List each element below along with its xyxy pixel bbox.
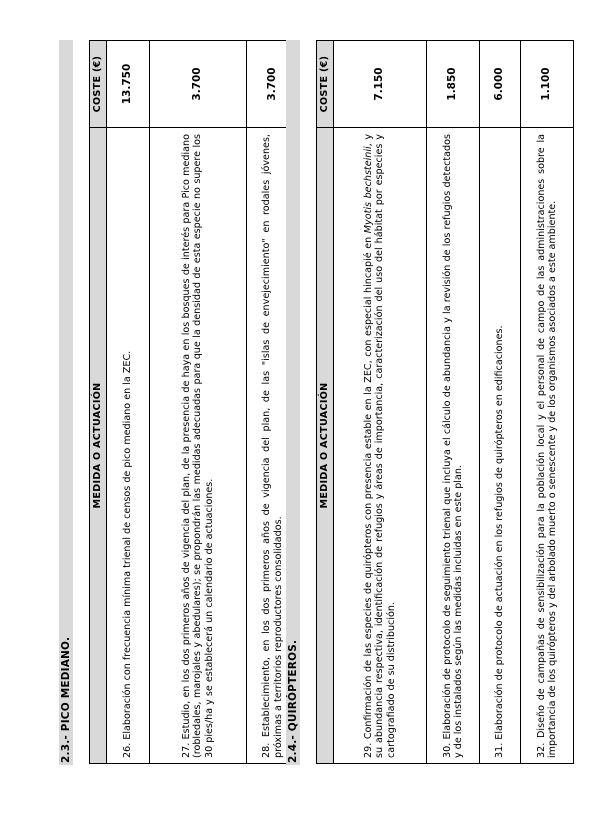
cost-column-header: COSTE (€) xyxy=(317,41,334,128)
table-row xyxy=(480,41,521,764)
section-title: 2.3.- PICO MEDIANO. xyxy=(59,40,73,765)
measures-table xyxy=(316,40,574,764)
table-row xyxy=(521,41,574,764)
table-header-row xyxy=(317,41,334,764)
table-row xyxy=(150,41,247,764)
measure-description: 27. Estudio, en los dos primeros años de vigencia del plan, de la presencia de haya en los bosques de interés para Pico mediano (robledales, marojales y abedulares); se propondrán las medidas adecuadas para que la densidad de esta especie no supere los 30 pies/ha y se establecerá un calendario de actuaciones. xyxy=(150,128,247,764)
measure-description: 26. Elaboración con frecuencia mínima trienal de censos de pico mediano en la ZEC. xyxy=(107,128,150,764)
measure-description: 32. Diseño de campañas de sensibilización para la población local y el personal de campo de las administraciones sobre la importancia de los quirópteros y del arbolado muerto o senescente y de los organismos asociados a este ambiente. xyxy=(521,128,574,764)
measure-description: 30. Elaboración de protocolo de seguimiento trienal que incluya el cálculo de abundancia y la revisión de los refugios detectados y de los instalados según las medidas incluidas en este plan. xyxy=(427,128,480,764)
measure-description: 28. Establecimiento, en los dos primeros años de vigencia del plan, de las "islas de envejecimiento" en rodales jóvenes, próximas a territorios reproductores consolidados. xyxy=(247,128,299,764)
measure-cost: 1.850 xyxy=(427,41,480,128)
table-row xyxy=(107,41,150,764)
measure-column-header: MEDIDA O ACTUACIÓN xyxy=(317,128,334,764)
measure-text-part: 29. Confirmación de las especies de quirópteros con presencia estable en la ZEC, con especial hincapié en xyxy=(362,233,374,758)
measure-cost: 7.150 xyxy=(334,41,427,128)
species-name: Myotis bechsteinii xyxy=(362,146,374,234)
cost-column-header: COSTE (€) xyxy=(90,41,107,128)
measure-description: 31. Elaboración de protocolo de actuación en los refugios de quirópteros en edificaciones. xyxy=(480,128,521,764)
measure-column-header: MEDIDA O ACTUACIÓN xyxy=(90,128,107,764)
measure-cost: 3.700 xyxy=(150,41,247,128)
measure-cost: 1.100 xyxy=(521,41,574,128)
table-header-row xyxy=(90,41,107,764)
measure-description xyxy=(334,128,427,764)
table-row xyxy=(334,41,427,764)
section-quiropteros xyxy=(286,40,574,765)
table-row xyxy=(427,41,480,764)
measure-cost: 13.750 xyxy=(107,41,150,128)
measure-cost: 3.700 xyxy=(247,41,299,128)
measures-table xyxy=(89,40,299,764)
measure-text-part: , y su abundancia respectiva, identificación de refugios y áreas de importancia, caracterización del uso del hábitat por especies y cartografiado de su distribución. xyxy=(362,134,397,758)
section-title: 2.4.- QUIRÓPTEROS. xyxy=(286,40,300,765)
section-pico-mediano xyxy=(59,40,299,765)
measure-cost: 6.000 xyxy=(480,41,521,128)
